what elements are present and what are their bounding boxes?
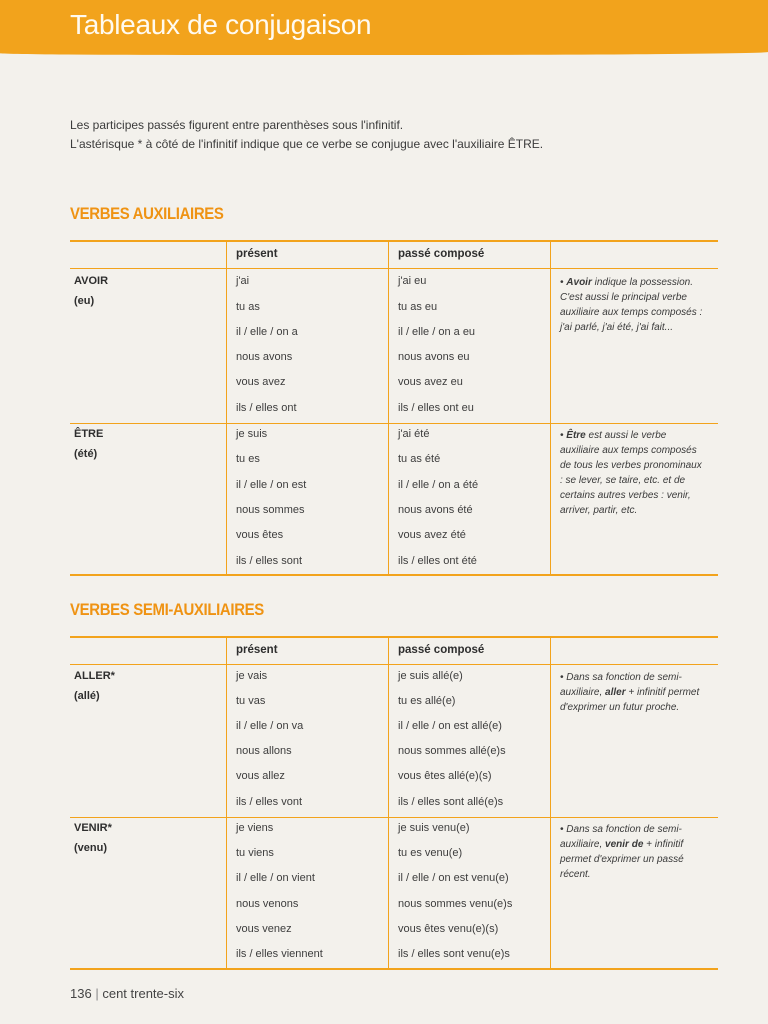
column-divider: [550, 240, 551, 576]
usage-note: [560, 822, 706, 882]
usage-note: [560, 670, 706, 715]
verb-infinitive: [74, 271, 108, 311]
note-keyword: venir de: [605, 839, 644, 850]
row-divider: [70, 423, 718, 424]
conjugation-cell: vous avez été: [398, 529, 466, 541]
conjugation-cell: vous avez: [236, 376, 286, 388]
column-divider: [226, 240, 227, 576]
conjugation-cell: je suis: [236, 428, 268, 440]
conjugation-cell: vous avez eu: [398, 376, 463, 388]
conjugation-cell: tu vas: [236, 695, 266, 707]
conjugation-cell: nous avons: [236, 351, 293, 363]
conjugation-cell: tu es venu(e): [398, 847, 463, 859]
conjugation-cell: tu as: [236, 301, 260, 313]
note-text: est aussi le verbe auxiliaire aux temps composés de tous les verbes pronominaux : se lever, se taire, etc. et de certains autres verbes : venir, arriver, partir, etc.: [560, 430, 702, 516]
verb-participle: (venu): [74, 842, 107, 854]
header-banner: [0, 0, 768, 52]
column-header-present: présent: [236, 248, 278, 260]
intro-line-1: Les participes passés figurent entre parenthèses sous l'infinitif.: [70, 118, 404, 132]
conjugation-cell: tu es allé(e): [398, 695, 456, 707]
column-header-passe: passé composé: [398, 248, 485, 260]
section-title-semi-auxiliaires: VERBES SEMI-AUXILIAIRES: [70, 600, 264, 619]
conjugation-cell: ils / elles sont allé(e)s: [398, 796, 504, 808]
conjugation-cell: nous sommes venu(e)s: [398, 898, 513, 910]
verb-participle: (eu): [74, 295, 95, 307]
conjugation-cell: tu as été: [398, 453, 441, 465]
conjugation-cell: nous sommes: [236, 504, 305, 516]
conjugation-cell: il / elle / on a été: [398, 479, 479, 491]
verb-name: ÊTRE: [74, 428, 104, 440]
conjugation-cell: ils / elles ont eu: [398, 402, 474, 414]
conjugation-cell: je suis venu(e): [398, 822, 470, 834]
section-title-auxiliaires: VERBES AUXILIAIRES: [70, 204, 224, 223]
verb-participle: (allé): [74, 690, 100, 702]
conjugation-cell: vous êtes venu(e)(s): [398, 923, 499, 935]
conjugation-cell: nous venons: [236, 898, 299, 910]
conjugation-cell: il / elle / on est allé(e): [398, 720, 502, 732]
conjugation-cell: ils / elles ont: [236, 402, 297, 414]
header-rule: [70, 664, 718, 665]
page-title: Tableaux de conjugaison: [70, 9, 372, 40]
conjugation-cell: nous avons eu: [398, 351, 470, 363]
verb-infinitive: [74, 424, 103, 464]
conjugation-cell: vous êtes: [236, 529, 284, 541]
conjugation-cell: je viens: [236, 822, 274, 834]
intro-text: [70, 116, 543, 154]
note-text: • Dans sa fonction de semi-auxiliaire,: [560, 672, 682, 698]
conjugation-cell: tu viens: [236, 847, 274, 859]
conjugation-cell: j'ai: [236, 275, 250, 287]
table-top-rule: [70, 240, 718, 242]
column-header-passe: passé composé: [398, 644, 485, 656]
note-keyword: Être: [566, 430, 586, 441]
conjugation-cell: il / elle / on va: [236, 720, 304, 732]
conjugation-cell: ils / elles sont: [236, 555, 303, 567]
banner-edge: [0, 49, 768, 55]
note-text: • Dans sa fonction de semi-auxiliaire,: [560, 824, 682, 850]
conjugation-cell: il / elle / on est venu(e): [398, 872, 509, 884]
column-divider: [550, 636, 551, 970]
table-bottom-rule: [70, 574, 718, 576]
conjugation-cell: je vais: [236, 670, 268, 682]
table-auxiliaires: [70, 240, 718, 576]
conjugation-cell: tu as eu: [398, 301, 438, 313]
page-footer: [70, 986, 184, 1001]
verb-name: VENIR*: [74, 822, 112, 834]
conjugation-cell: il / elle / on a: [236, 326, 298, 338]
conjugation-cell: il / elle / on est: [236, 479, 307, 491]
note-text: + infinitif permet d'exprimer un passé récent.: [560, 839, 684, 880]
usage-note: [560, 275, 706, 335]
conjugation-cell: nous sommes allé(e)s: [398, 745, 506, 757]
conjugation-cell: nous avons été: [398, 504, 473, 516]
note-text: + infinitif permet d'exprimer un futur proche.: [560, 687, 700, 713]
conjugation-cell: j'ai été: [398, 428, 430, 440]
table-top-rule: [70, 636, 718, 638]
conjugation-cell: il / elle / on vient: [236, 872, 315, 884]
verb-name: AVOIR: [74, 275, 109, 287]
intro-line-2: L'astérisque * à côté de l'infinitif indique que ce verbe se conjugue avec l'auxiliaire ÊTRE.: [70, 137, 544, 151]
conjugation-cell: nous allons: [236, 745, 292, 757]
column-header-present: présent: [236, 644, 278, 656]
row-divider: [70, 817, 718, 818]
conjugation-cell: ils / elles vont: [236, 796, 303, 808]
note-bullet: •: [560, 430, 567, 441]
verb-name: ALLER*: [74, 670, 115, 682]
conjugation-cell: vous venez: [236, 923, 292, 935]
conjugation-cell: j'ai eu: [398, 275, 427, 287]
table-bottom-rule: [70, 968, 718, 970]
conjugation-cell: vous êtes allé(e)(s): [398, 770, 492, 782]
column-divider: [388, 240, 389, 576]
column-divider: [388, 636, 389, 970]
column-divider: [226, 636, 227, 970]
page-number: 136: [70, 986, 92, 1001]
verb-participle: (été): [74, 448, 98, 460]
conjugation-cell: il / elle / on a eu: [398, 326, 476, 338]
conjugation-cell: ils / elles ont été: [398, 555, 477, 567]
table-semi-auxiliaires: [70, 636, 718, 972]
conjugation-cell: ils / elles viennent: [236, 948, 323, 960]
conjugation-cell: ils / elles sont venu(e)s: [398, 948, 510, 960]
page-number-words: cent trente-six: [102, 986, 184, 1001]
note-text: indique la possession. C'est aussi le principal verbe auxiliaire aux temps composés : j'ai parlé, j'ai été, j'ai fait...: [560, 277, 703, 333]
conjugation-cell: vous allez: [236, 770, 285, 782]
header-rule: [70, 268, 718, 269]
note-bullet: •: [560, 277, 567, 288]
usage-note: [560, 428, 706, 518]
note-keyword: Avoir: [566, 277, 592, 288]
verb-infinitive: [74, 666, 115, 706]
verb-infinitive: [74, 818, 112, 858]
conjugation-cell: je suis allé(e): [398, 670, 463, 682]
note-keyword: aller: [605, 687, 626, 698]
footer-separator: |: [95, 986, 99, 1001]
conjugation-cell: tu es: [236, 453, 260, 465]
